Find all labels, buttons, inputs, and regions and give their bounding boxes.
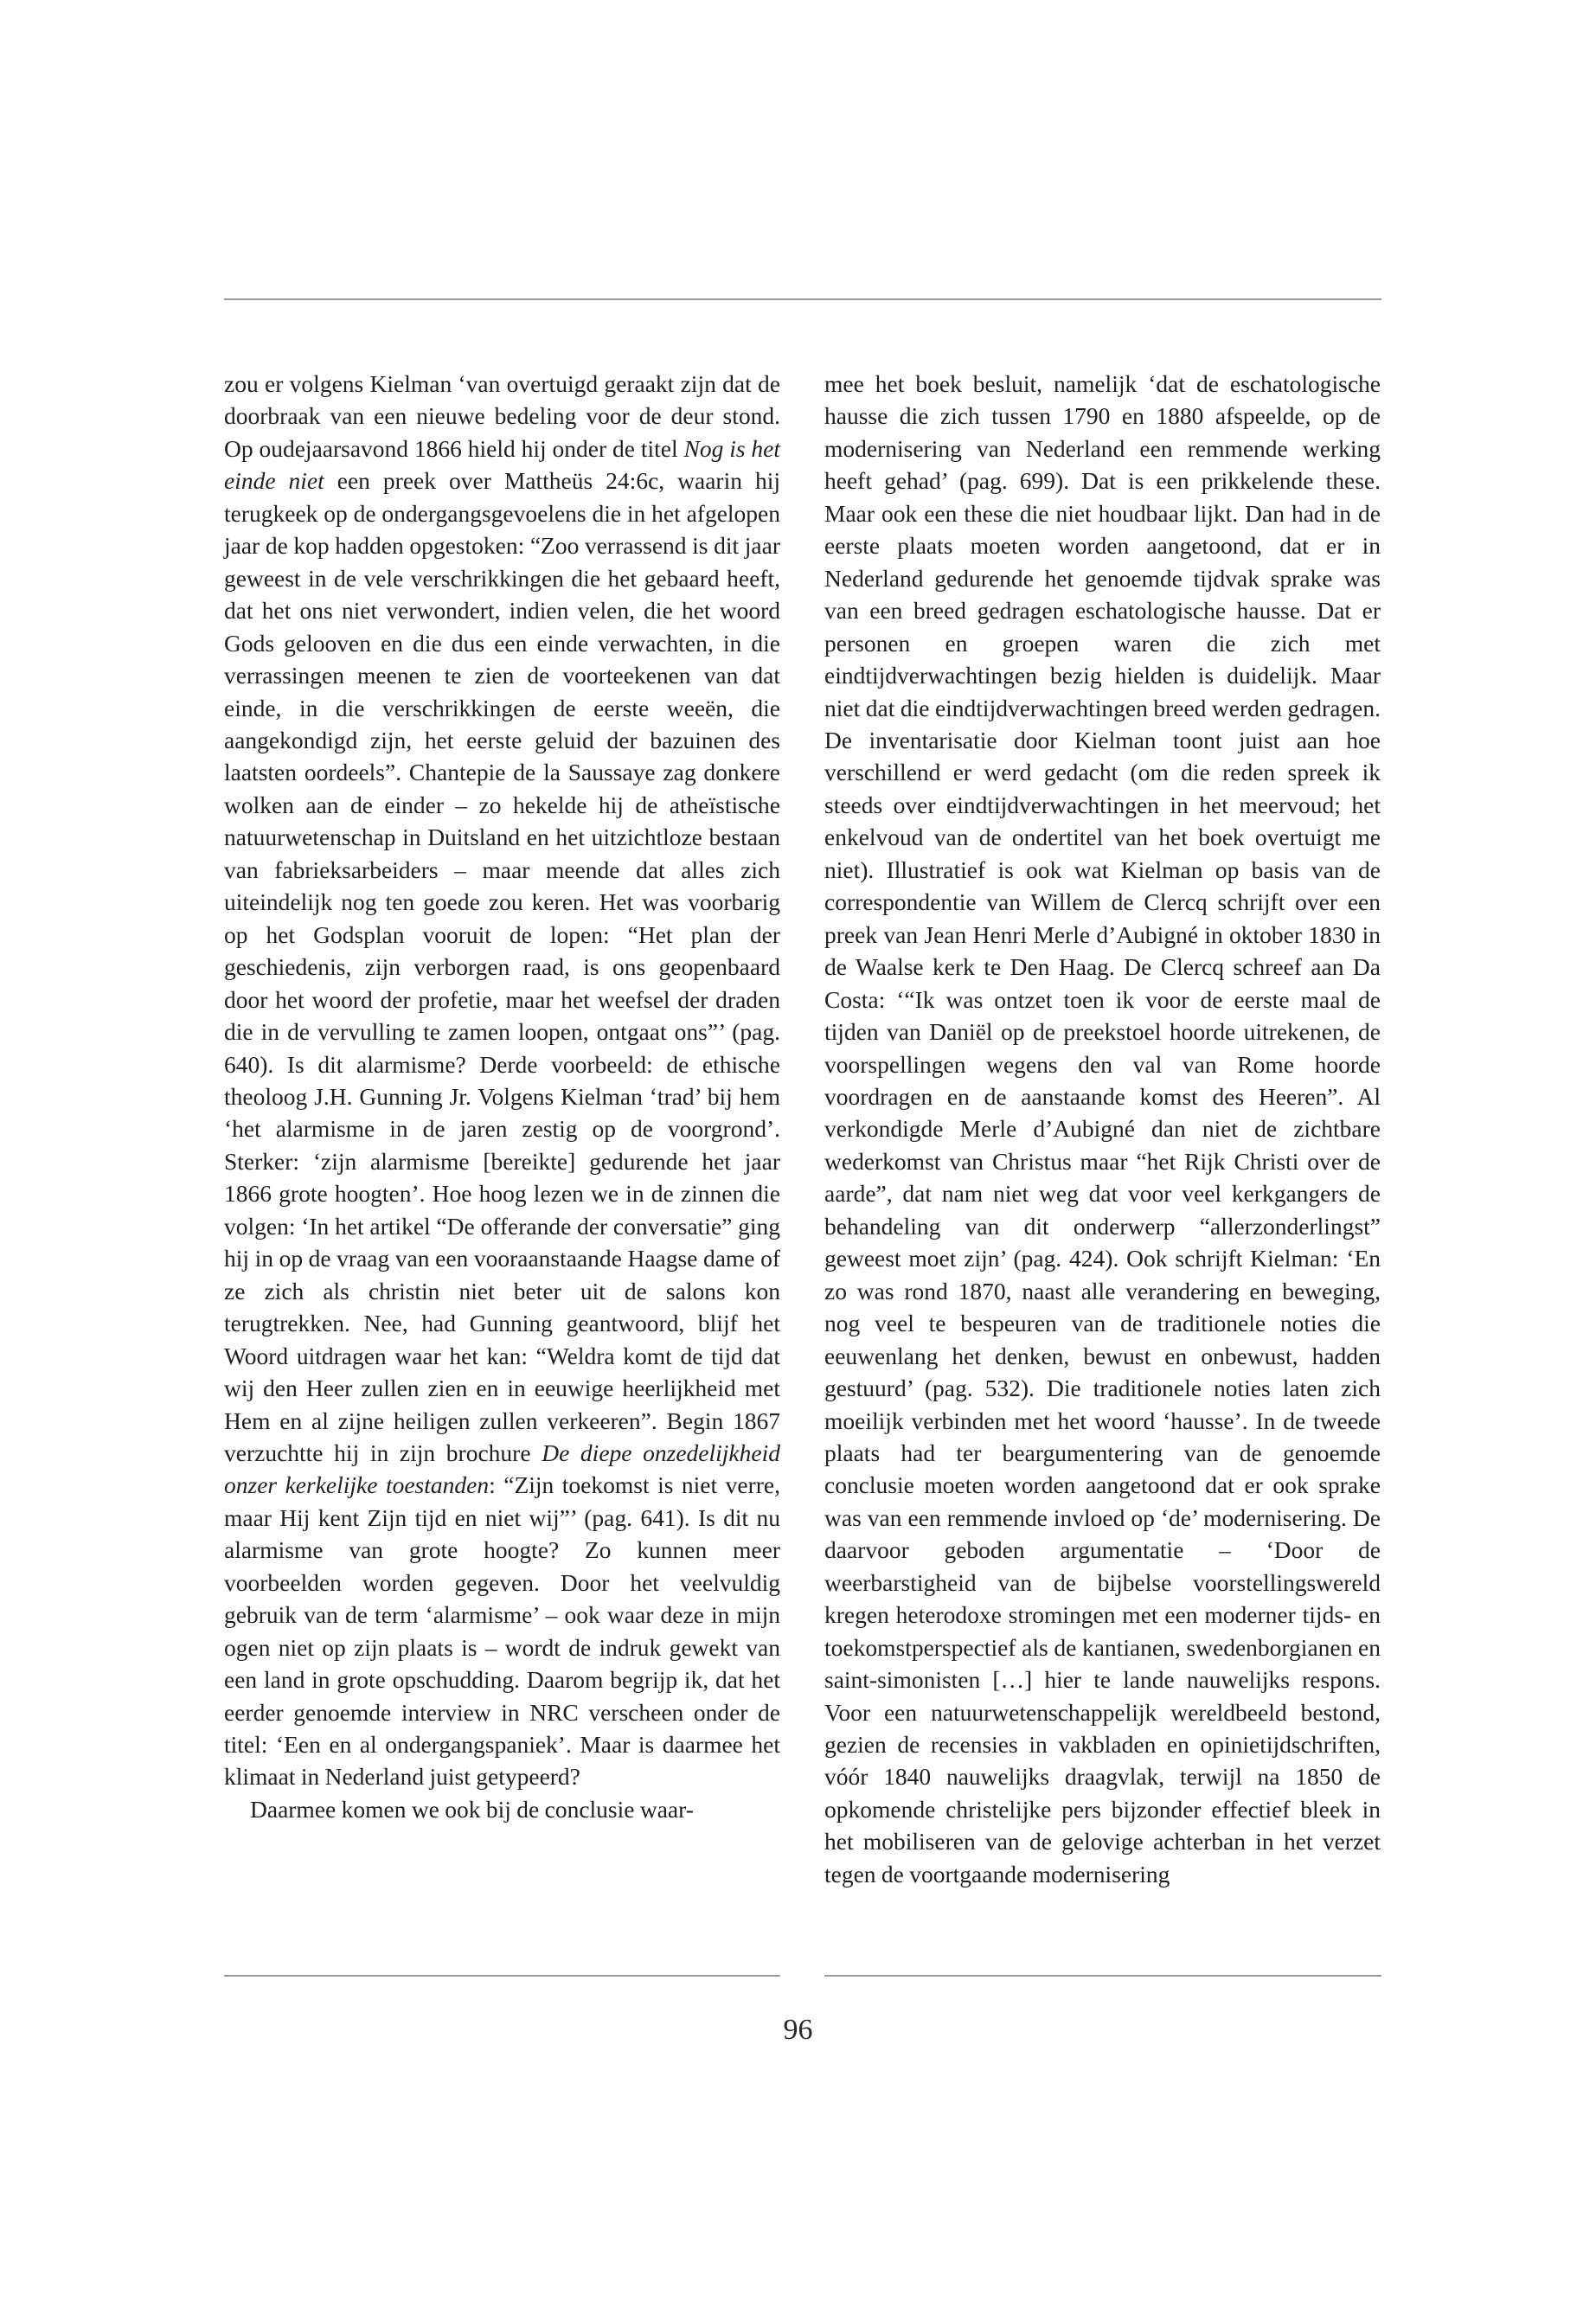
sermon-title: Nog is het einde niet [224, 434, 780, 495]
left-paragraph-2: Daarmee komen we ook bij de conclusie waar- [250, 1795, 694, 1823]
left-text-column [224, 368, 780, 1825]
right-text-column [824, 368, 1381, 1890]
header-rule [224, 298, 1381, 300]
page-number: 96 [783, 2014, 813, 2046]
footer-rule-left [224, 1975, 780, 1977]
brochure-title: De diepe onzedelijkheid onzer kerkelijke toestanden [224, 1439, 780, 1499]
left-paragraph-1: zou er volgens Kielman ‘van overtuigd geraakt zijn dat de doorbraak van een nieuwe bedeling voor de deur stond. Op oudejaarsavond 1866 hield hij onder de titel Nog is het einde niet een preek over Mattheüs 24:6c, waarin hij terugkeek op de ondergangsgevoelens die in het afgelopen jaar de kop hadden opgestoken: “Zoo verrassend is dit jaar geweest in de vele verschrikkingen die het gebaard heeft, dat het ons niet verwondert, indien velen, die het woord Gods gelooven en die dus een einde verwachten, in die verrassingen meenen te zien de voorteekenen van dat einde, in die verschrikkingen de eerste weeën, die aangekondigd zijn, het eerste geluid der bazuinen des laatsten oordeels”. Chantepie de la Saussaye zag donkere wolken aan de einder – zo hekelde hij de atheïstische natuurwetenschap in Duitsland en het uitzichtloze bestaan van fabrieksarbeiders – maar meende dat alles zich uiteindelijk nog ten goede zou keren. Het was voorbarig op het Godsplan vooruit de lopen: “Het plan der geschiedenis, zijn verborgen raad, is ons geopenbaard door het woord der profetie, maar het weefsel der draden die in de vervulling te zamen loopen, ontgaat ons”’ (pag. 640). Is dit alarmisme? Derde voorbeeld: de ethische theoloog J.H. Gunning Jr. Volgens Kielman ‘trad’ bij hem ‘het alarmisme in de jaren zestig op de voorgrond’. Sterker: ‘zijn alarmisme [bereikte] gedurende het jaar 1866 grote hoogten’. Hoe hoog lezen we in de zinnen die volgen: ‘In het artikel “De offerande der conversatie” ging hij in op de vraag van een vooraanstaande Haagse dame of ze zich als christin niet beter uit de salons kon terugtrekken. Nee, had Gunning geantwoord, blijf het Woord uitdragen waar het kan: “Weldra komt de tijd dat wij den Heer zullen zien en in eeuwige heerlijkheid met Hem en al zijne heiligen zullen verkeeren”. Begin 1867 verzuchtte hij in zijn brochure De diepe onzedelijkheid onzer kerkelijke toestanden: “Zijn toekomst is niet verre, maar Hij kent Zijn tijd en niet wij”’ (pag. 641). Is dit nu alarmisme van grote hoogte? Zo kunnen meer voorbeelden worden gegeven. Door het veelvuldig gebruik van de term ‘alarmisme’ – ook waar deze in mijn ogen niet op zijn plaats is – wordt de indruk gewekt van een land in grote opschudding. Daarom begrijp ik, dat het eerder genoemde interview in NRC verscheen onder de titel: ‘Een en al ondergangspaniek’. Maar is daarmee het klimaat in Nederland juist getypeerd? [224, 370, 780, 1791]
right-paragraph-1: mee het boek besluit, namelijk ‘dat de eschatologische hausse die zich tussen 1790 en 1880 afspeelde, op de modernisering van Nederland een remmende werking heeft gehad’ (pag. 699). Dat is een prikkelende these. Maar ook een these die niet houdbaar lijkt. Dan had in de eerste plaats moeten worden aangetoond, dat er in Nederland gedurende het genoemde tijdvak sprake was van een breed gedragen eschatologische hausse. Dat er personen en groepen waren die zich met eindtijdverwachtingen bezig hielden is duidelijk. Maar niet dat die eindtijdverwachtingen breed werden gedragen. De inventarisatie door Kielman toont juist aan hoe verschillend er werd gedacht (om die reden spreek ik steeds over eindtijdverwachtingen in het meervoud; het enkelvoud van de ondertitel van het boek overtuigt me niet). Illustratief is ook wat Kielman op basis van de correspondentie van Willem de Clercq schrijft over een preek van Jean Henri Merle d’Aubigné in oktober 1830 in de Waalse kerk te Den Haag. De Clercq schreef aan Da Costa: ‘“Ik was ontzet toen ik voor de eerste maal de tijden van Daniël op de preekstoel hoorde uitrekenen, de voorspellingen wegens den val van Rome hoorde voordragen en de aanstaande komst des Heeren”. Al verkondigde Merle d’Aubigné dan niet de zichtbare wederkomst van Christus maar “het Rijk Christi over de aarde”, dat nam niet weg dat voor veel kerkgangers de behandeling van dit onderwerp “allerzonderlingst” geweest moet zijn’ (pag. 424). Ook schrijft Kielman: ‘En zo was rond 1870, naast alle verandering en beweging, nog veel te bespeuren van de traditionele noties die eeuwenlang het denken, bewust en onbewust, hadden gestuurd’ (pag. 532). Die traditionele noties laten zich moeilijk verbinden met het woord ‘hausse’. In de tweede plaats had ter beargumentering van de genoemde conclusie moeten worden aangetoond dat er ook sprake was van een remmende invloed op ‘de’ modernisering. De daarvoor geboden argumentatie – ‘Door de weerbarstigheid van de bijbelse voorstellingswereld kregen heterodoxe stromingen met een moderner tijds- en toekomstperspectief als de kantianen, swedenborgianen en saint-simonisten […] hier te lande nauwelijks respons. Voor een natuurwetenschappelijk wereldbeeld bestond, gezien de recensies in vakbladen en opinietijdschriften, vóór 1840 nauwelijks draagvlak, terwijl na 1850 de opkomende christelijke pers bijzonder effectief bleek in het mobiliseren van de gelovige achterban in het verzet tegen de voortgaande modernisering [824, 370, 1381, 1888]
footer-rule-right [824, 1975, 1381, 1977]
